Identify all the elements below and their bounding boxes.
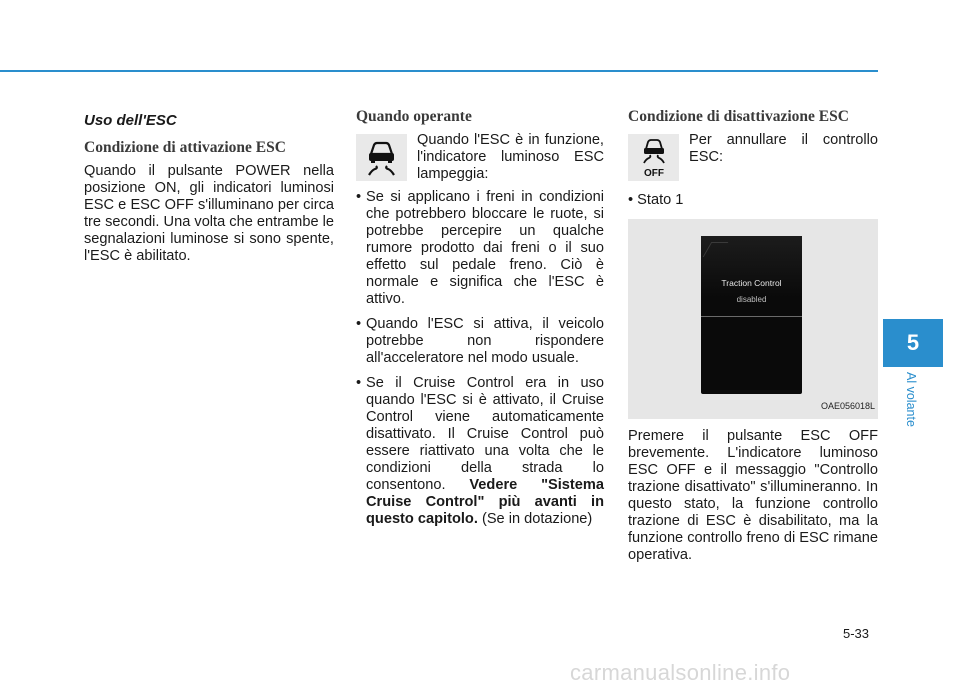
list-item: • Se si applicano i freni in condizioni che potrebbero bloccare le ruote, si potrebbe percepire un qualche rumore prodotto dai freni o il suo effetto sul pedale freno. Ciò è normale e significa che l'ESC è attivo. bbox=[356, 189, 604, 307]
heading-activation: Condizione di attivazione ESC bbox=[84, 139, 286, 156]
heading-deactivation: Condizione di disattivazione ESC bbox=[628, 108, 849, 125]
chapter-tab: 5 bbox=[883, 319, 943, 367]
operating-intro: Quando l'ESC è in funzione, l'indicatore luminoso ESC lampeggia: bbox=[417, 132, 604, 182]
deactivation-intro-row bbox=[628, 132, 878, 182]
column-1 bbox=[84, 108, 334, 265]
esc-indicator-icon bbox=[356, 134, 407, 181]
figure-code: OAE056018L bbox=[820, 401, 875, 411]
cross-reference: Vedere "Sistema Cruise Control" più avanti in questo capitolo. bbox=[366, 477, 604, 527]
list-item: • Se il Cruise Control era in uso quando l'ESC si è attivato, il Cruise Control viene automaticamente disattivato. Il Cruise Control può essere riattivato una volta che le condizioni della strada lo consentono. Vedere "Sistema Cruise Control" più avanti in questo capitolo. (Se in dotazione) bbox=[356, 375, 604, 527]
top-rule bbox=[0, 70, 878, 72]
display-subtitle: disabled bbox=[736, 295, 767, 304]
deactivation-paragraph: Premere il pulsante ESC OFF brevemente. L'indicatore luminoso ESC OFF e il messaggio "Controllo trazione disattivato" s'illumineranno. In questo stato, la funzione controllo trazione di ESC è disabilitato, ma la funzione controllo freno di ESC rimane operativa. bbox=[628, 428, 878, 563]
svg-text:OFF: OFF bbox=[644, 168, 664, 179]
stato-label: • Stato 1 bbox=[628, 192, 684, 208]
list-item: • Quando l'ESC si attiva, il veicolo potrebbe non rispondere all'acceleratore nel modo usuale. bbox=[356, 316, 604, 366]
operating-bullets bbox=[356, 189, 604, 528]
display-divider bbox=[701, 316, 802, 317]
cluster-display-figure bbox=[628, 219, 878, 419]
column-2 bbox=[356, 108, 604, 536]
chapter-label: Al volante bbox=[904, 372, 918, 427]
watermark: carmanualsonline.info bbox=[570, 660, 791, 685]
page-number: 5-33 bbox=[843, 626, 870, 641]
heading-operating: Quando operante bbox=[356, 108, 472, 125]
operating-intro-row bbox=[356, 132, 604, 183]
section-title: Uso dell'ESC bbox=[84, 112, 177, 129]
deactivation-intro: Per annullare il controllo ESC: bbox=[689, 132, 878, 165]
activation-paragraph: Quando il pulsante POWER nella posizione ON, gli indicatori luminosi ESC e ESC OFF s'illuminano per circa tre secondi. Una volta che entrambe le segnalazioni luminose si sono spente, l'ESC è abilitato. bbox=[84, 163, 334, 264]
column-3 bbox=[628, 108, 878, 564]
display-title: Traction Control bbox=[721, 278, 782, 288]
cluster-screen bbox=[701, 236, 802, 394]
esc-off-icon bbox=[628, 134, 679, 181]
